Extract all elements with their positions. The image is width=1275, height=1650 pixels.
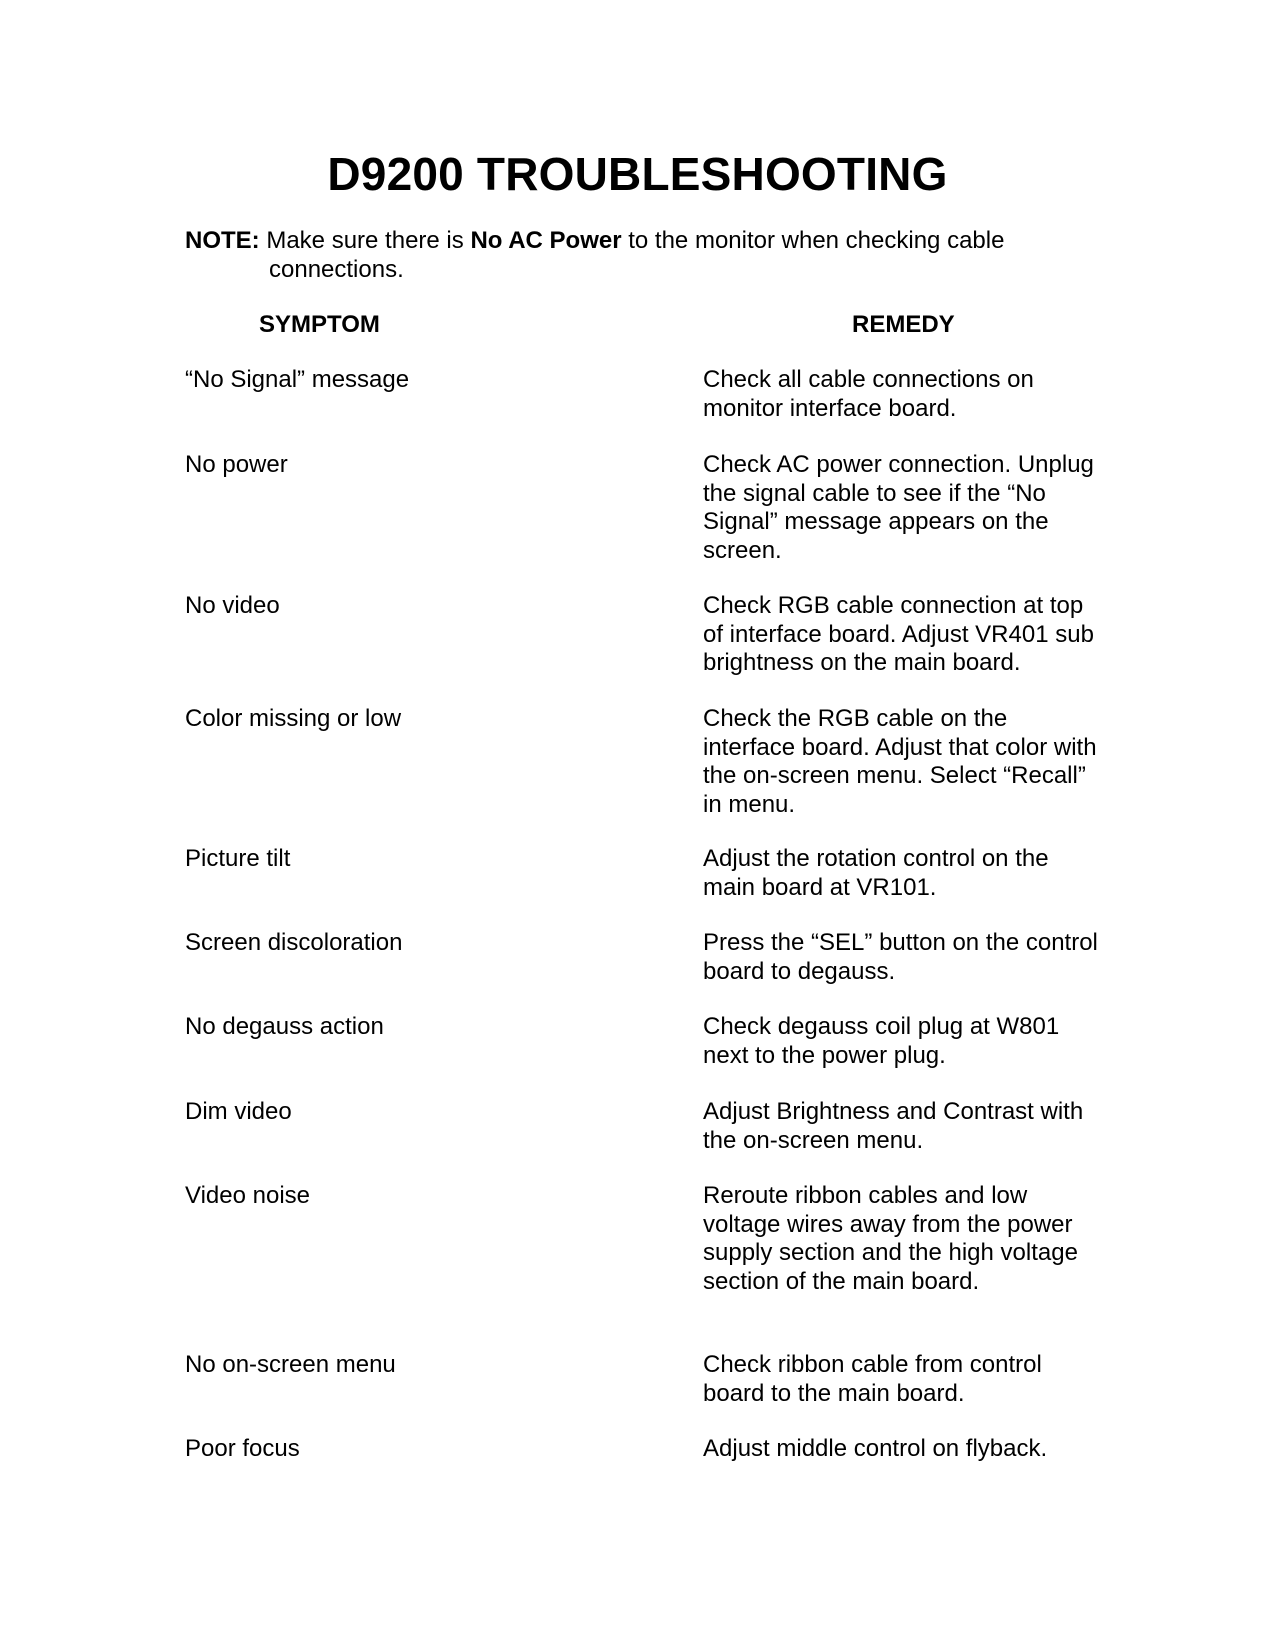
remedy-cell: Check AC power connection. Unplug the signal cable to see if the “No Signal” message appears on the screen.: [703, 451, 1094, 564]
symptom-cell: Poor focus: [185, 1435, 300, 1462]
remedy-cell: Check all cable connections on monitor interface board.: [703, 366, 1034, 422]
symptom-cell: Screen discoloration: [185, 929, 403, 956]
remedy-cell: Check ribbon cable from control board to the main board.: [703, 1351, 1042, 1407]
remedy-cell: Reroute ribbon cables and low voltage wires away from the power supply section and the high voltage section of the main board.: [703, 1182, 1078, 1295]
symptom-cell: Dim video: [185, 1098, 292, 1125]
note-text-before: Make sure there is: [266, 227, 471, 254]
remedy-cell: Check the RGB cable on the interface board. Adjust that color with the on-screen menu. Select “Recall” in menu.: [703, 705, 1097, 818]
remedy-cell: Adjust Brightness and Contrast with the on-screen menu.: [703, 1098, 1084, 1154]
remedy-cell: Check degauss coil plug at W801 next to the power plug.: [703, 1013, 1060, 1069]
symptom-cell: “No Signal” message: [185, 366, 410, 393]
remedy-cell: Adjust middle control on flyback.: [703, 1435, 1048, 1462]
note-paragraph: [185, 226, 1065, 284]
note-text-line2: connections.: [269, 256, 404, 283]
symptom-cell: No power: [185, 451, 288, 478]
symptom-cell: No video: [185, 592, 280, 619]
note-text-after: to the monitor when checking cable: [621, 227, 1005, 254]
symptom-cell: Color missing or low: [185, 705, 402, 732]
remedy-cell: Press the “SEL” button on the control board to degauss.: [703, 929, 1098, 985]
symptom-cell: No on-screen menu: [185, 1351, 396, 1378]
symptom-cell: No degauss action: [185, 1013, 384, 1040]
page-title: D9200 TROUBLESHOOTING: [327, 148, 948, 200]
symptom-column-header: SYMPTOM: [259, 311, 380, 338]
note-label: NOTE:: [185, 227, 260, 254]
note-emphasis: No AC Power: [470, 227, 622, 254]
symptom-cell: Picture tilt: [185, 845, 291, 872]
symptom-cell: Video noise: [185, 1182, 310, 1209]
remedy-column-header: REMEDY: [852, 311, 955, 338]
remedy-cell: Adjust the rotation control on the main board at VR101.: [703, 845, 1049, 901]
remedy-cell: Check RGB cable connection at top of interface board. Adjust VR401 sub brightness on the main board.: [703, 592, 1094, 676]
